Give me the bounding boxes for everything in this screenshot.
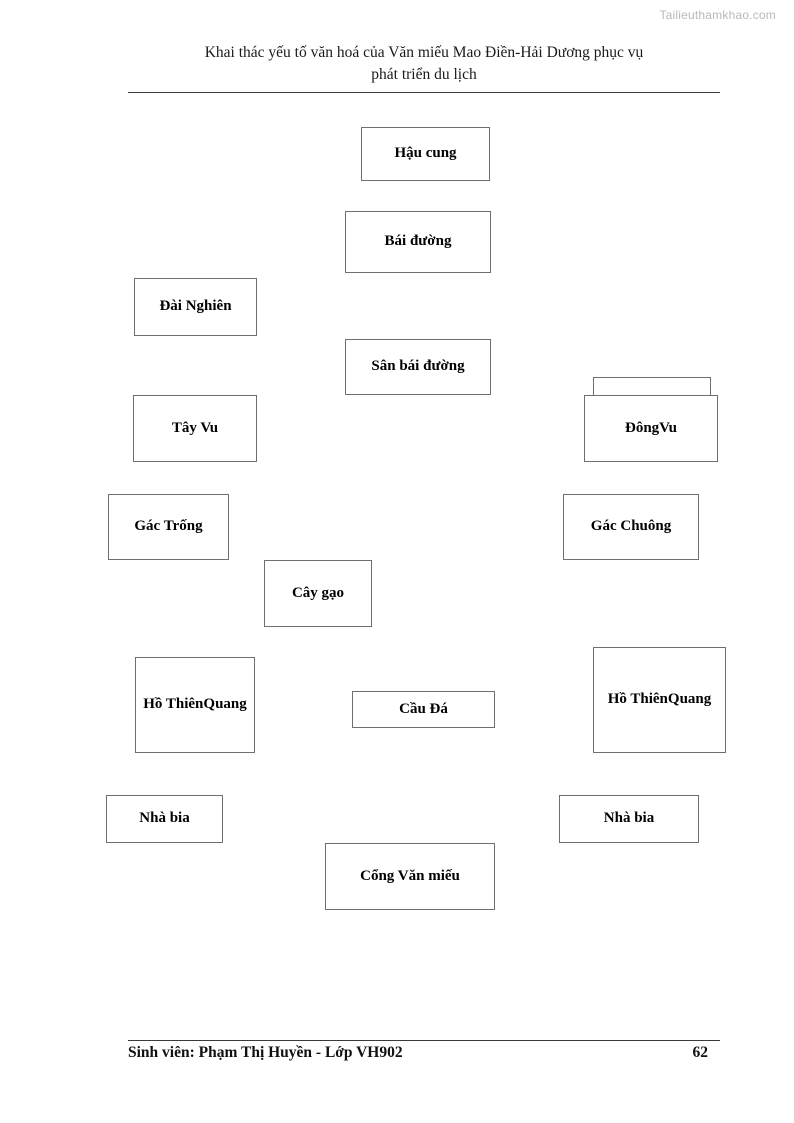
diagram-node bbox=[325, 843, 495, 910]
diagram-node-label-line: ĐôngVu bbox=[625, 419, 677, 436]
diagram-node bbox=[584, 395, 718, 462]
diagram-node bbox=[108, 494, 229, 560]
diagram-node-label-line: Quang bbox=[667, 691, 712, 708]
diagram-node-label-line: Cây gạo bbox=[291, 584, 345, 601]
page-header bbox=[128, 42, 720, 87]
diagram-node-label-line: Nhà bia bbox=[139, 810, 190, 827]
page-number: 62 bbox=[692, 1044, 708, 1061]
diagram-node-label-line: Nhà bia bbox=[603, 810, 655, 827]
diagram-node bbox=[135, 657, 255, 753]
diagram-node bbox=[133, 395, 257, 462]
diagram-node bbox=[106, 795, 223, 843]
diagram-node-label-line: Cổng Văn miếu bbox=[360, 867, 460, 884]
diagram-node bbox=[345, 211, 491, 273]
diagram-node-label-line: Sân bái đường bbox=[371, 358, 465, 375]
diagram-node-label-line: Quang bbox=[203, 696, 247, 713]
page-footer bbox=[128, 1044, 720, 1068]
diagram-node-label-line: Gác Chuông bbox=[590, 518, 672, 535]
temple-layout-diagram bbox=[0, 100, 794, 930]
diagram-node-label-line: Hậu cung bbox=[394, 145, 457, 162]
diagram-node bbox=[563, 494, 699, 560]
diagram-node bbox=[264, 560, 372, 627]
watermark-text: Tailieuthamkhao.com bbox=[659, 8, 776, 22]
diagram-node bbox=[559, 795, 699, 843]
diagram-node-label-line: Gác Trống bbox=[134, 518, 203, 535]
diagram-node-label-line: Đài Nghiên bbox=[159, 298, 232, 315]
diagram-node bbox=[593, 647, 726, 753]
diagram-node bbox=[361, 127, 490, 181]
header-line-1: Khai thác yếu tố văn hoá của Văn miếu Mao Điền-Hải Dương phục vụ bbox=[204, 44, 644, 61]
diagram-node bbox=[352, 691, 495, 728]
diagram-node-label-line: Bái đường bbox=[384, 233, 452, 250]
diagram-node bbox=[345, 339, 491, 395]
footer-divider bbox=[128, 1040, 720, 1041]
diagram-node-label-line: Tây Vu bbox=[171, 419, 219, 436]
header-line-2: phát triển du lịch bbox=[371, 66, 477, 84]
diagram-node-label-line: Hồ Thiên bbox=[607, 691, 668, 708]
diagram-node bbox=[134, 278, 257, 336]
diagram-node-label-line: Hồ Thiên bbox=[143, 696, 204, 713]
diagram-node-label-line: Cầu Đá bbox=[399, 700, 448, 717]
footer-author: Sinh viên: Phạm Thị Huyền - Lớp VH902 bbox=[128, 1044, 403, 1061]
header-divider bbox=[128, 92, 720, 93]
